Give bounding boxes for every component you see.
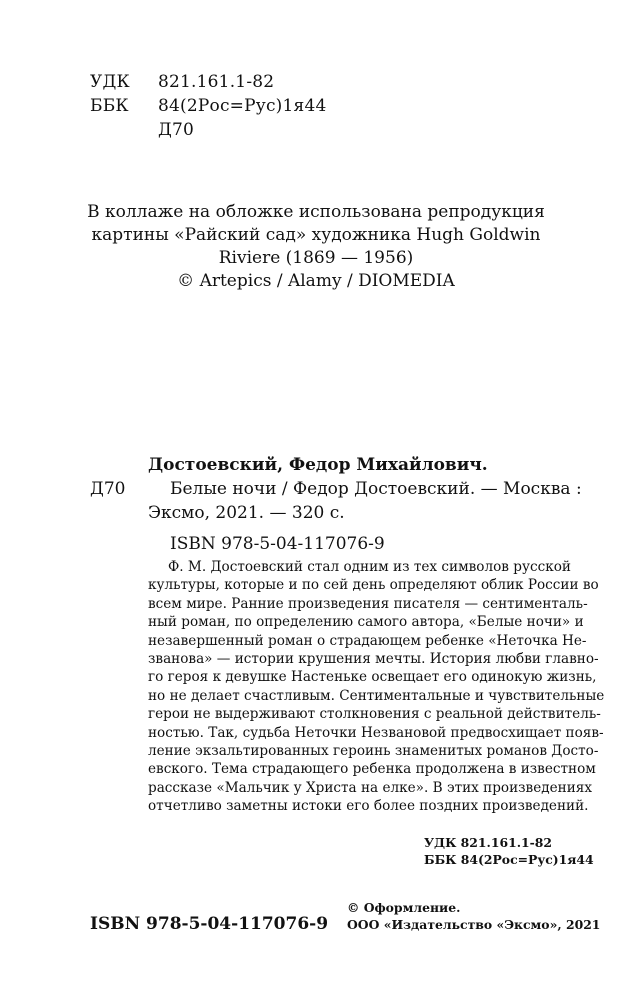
annotation-line: но не делает счастливым. Сентиментальные и чувствительные bbox=[148, 687, 605, 704]
annotation-line: рассказе «Мальчик у Христа на елке». В этих произведениях bbox=[148, 779, 593, 796]
cover-credit-line: Riviere (1869 — 1956) bbox=[218, 248, 414, 268]
annotation-line: ление экзальтированных героинь знаменитых романов Досто- bbox=[148, 743, 599, 759]
udk-value: 821.161.1-82 bbox=[158, 72, 275, 92]
annotation-line: евского. Тема страдающего ребенка продолжена в известном bbox=[148, 761, 596, 778]
annotation-line: герои не выдерживают столкновения с реальной действитель- bbox=[148, 706, 601, 723]
annotation-line: ный роман, по определению самого автора, «Белые ночи» и bbox=[148, 614, 584, 631]
udk-label: УДК bbox=[90, 72, 130, 92]
title-line: Эксмо, 2021. — 320 с. bbox=[148, 503, 345, 523]
title-line: Белые ночи / Федор Достоевский. — Москва : bbox=[170, 479, 582, 499]
card-udk: УДК 821.161.1-82 bbox=[424, 835, 553, 850]
cover-credit-line: картины «Райский сад» художника Hugh Goldwin bbox=[91, 225, 541, 245]
annotation-line: званова» — истории крушения мечты. История любви главно- bbox=[148, 651, 599, 667]
card-author-mark: Д70 bbox=[90, 479, 126, 499]
annotation-line: всем мире. Ранние произведения писателя — сентименталь- bbox=[148, 595, 588, 612]
author-heading: Достоевский, Федор Михайлович. bbox=[148, 455, 488, 475]
author-mark: Д70 bbox=[158, 120, 195, 140]
annotation bbox=[148, 558, 605, 828]
card-isbn: ISBN 978-5-04-117076-9 bbox=[170, 534, 385, 554]
footer-isbn: ISBN 978-5-04-117076-9 bbox=[90, 914, 329, 934]
annotation-line: отчетливо заметны истоки его более поздних произведений. bbox=[148, 798, 589, 815]
cover-credit-line: В коллаже на обложке использована репродукция bbox=[87, 202, 545, 222]
copyright-design: © Оформление. bbox=[347, 900, 461, 915]
card-bbk: ББК 84(2Рос=Рус)1я44 bbox=[424, 852, 594, 867]
bbk-value: 84(2Рос=Рус)1я44 bbox=[158, 96, 327, 116]
cover-credit-copyright: © Artepics / Alamy / DIOMEDIA bbox=[177, 271, 455, 291]
bbk-label: ББК bbox=[90, 96, 129, 116]
annotation-line: ностью. Так, судьба Неточки Незвановой предвосхищает появ- bbox=[148, 724, 604, 741]
annotation-line: го героя к девушке Настеньке освещает его одинокую жизнь, bbox=[148, 669, 597, 686]
annotation-line: незавершенный роман о страдающем ребенке «Неточка Не- bbox=[148, 632, 587, 649]
copyright-publisher: ООО «Издательство «Эксмо», 2021 bbox=[347, 917, 601, 932]
annotation-line: Ф. М. Достоевский стал одним из тех символов русской bbox=[168, 559, 571, 575]
annotation-line: культуры, которые и по сей день определяют облик России во bbox=[148, 577, 599, 594]
